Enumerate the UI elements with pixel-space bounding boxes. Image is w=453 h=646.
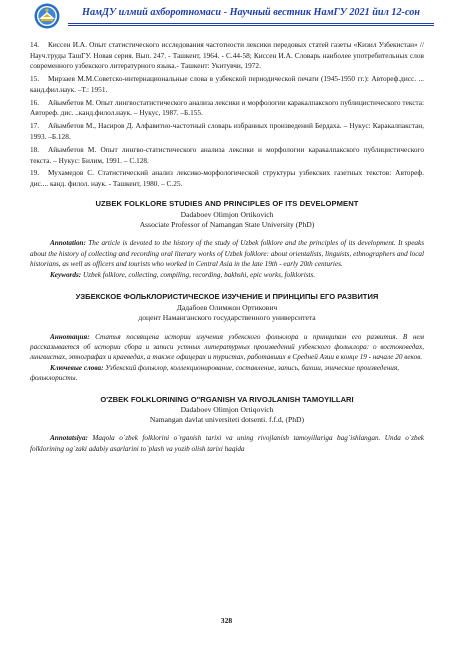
journal-header — [34, 3, 434, 29]
keywords-label: Keywords: — [50, 270, 82, 279]
keywords-label: Ключевые слова: — [50, 363, 104, 372]
abstract-text: Статья посвящена истории изучения узбекского фольклора и принципам его развития. В нем рассказывается об истории сбора и записи устных литературных произведений узбекского фольклора: о востоковедах, лингвистах, этнографах и краеведах, а также офицерах и туристах, работавших в Средней Азии в конце 19 - начале 20 веков. — [30, 332, 424, 362]
reference-list — [30, 40, 424, 190]
reference-number: 15. — [30, 74, 40, 84]
page-content — [30, 40, 424, 454]
author-affiliation: Namangan davlat universiteti dotsenti. f.f.d, (PhD) — [149, 414, 305, 424]
reference-item — [30, 168, 424, 189]
reference-number: 16. — [30, 97, 40, 107]
reference-text: Киссен И.А. Опыт статистического исследования частотности лексики передовых статей газеты «Кизил Узбекистан» // Науч.труды ТашГУ. Новая серия. Вып. 247. - Ташкент, 1964. - С.44-58; Киссен И.А. Словарь наиболее употребительных слов современного узбекского литературного языка.- Ташкент: Укитувчи, 1972. — [30, 40, 424, 71]
header-rule — [68, 25, 434, 26]
abstract — [30, 238, 424, 269]
section-title: УЗБЕКСКОЕ ФОЛЬКЛОРИСТИЧЕСКОЕ ИЗУЧЕНИЕ И ПРИНЦИПЫ ЕГО РАЗВИТИЯ — [75, 292, 379, 302]
abstract-text: Maqola o`zbek folklorini o`rganish tarixi va uning rivojlanish tamoyillariga bag`ishlangan. Unda o`zbek folklorining og`zaki adabiy asarlarini to`plash va yozib olish tarixi haqida — [30, 434, 424, 453]
reference-item — [30, 40, 424, 72]
reference-number: 18. — [30, 144, 40, 154]
abstract — [30, 433, 424, 454]
section-uzbek — [30, 395, 424, 455]
university-emblem-icon — [34, 3, 60, 29]
section-english — [30, 199, 424, 280]
reference-item — [30, 74, 424, 95]
page-number: 328 — [220, 616, 233, 625]
reference-item — [30, 121, 424, 142]
author-name: Dadaboev Olimjon Ortiqovich — [180, 404, 274, 414]
abstract-label: Annotatsiya: — [50, 434, 88, 443]
header-rule — [68, 23, 434, 24]
author-affiliation: доцент Наманганского государственного университета — [138, 313, 316, 323]
keywords — [30, 363, 424, 384]
keywords-text: Uzbek folklore, collecting, compiling, recording, bakhshi, epic works, folklorists. — [81, 270, 316, 279]
reference-text: Айымбетов М. Опыт лингво-статистического анализа лексики и морфологии каракалпакского публицистического текста. – Нукус: Билим, 1991. – С.128. — [30, 144, 424, 165]
section-title: UZBEK FOLKLORE STUDIES AND PRINCIPLES OF ITS DEVELOPMENT — [95, 198, 359, 208]
reference-text: Мухамедов С. Статистический анализ лексико-морфологической структуры узбекских газетных текстов: Автореф. дис.... канд. филол. наук. - Ташкент, 1980. – С.25. — [30, 168, 424, 189]
section-title: O'ZBEK FOLKLORINING O"RGANISH VA RIVOJLANISH TAMOYILLARI — [100, 394, 354, 404]
reference-text: Айымбетов М. Опыт лингвостатистического анализа лексики и морфологии каракалпакского публицистического текста: Автореф. дис. ..канд.филол.наук. – Нукус, 1987. –Б.155. — [30, 97, 424, 118]
abstract — [30, 332, 424, 363]
author-name: Dadaboev Olimjon Ortikovich — [180, 209, 274, 219]
reference-item — [30, 145, 424, 166]
keywords-text: Узбекский фольклор, коллекционирование, составление, запись, бахши, эпические произведения, фольклористы. — [30, 363, 400, 383]
author-name: Дадабоев Олимжон Ортикович — [176, 302, 278, 312]
section-russian — [30, 292, 424, 383]
reference-number: 17. — [30, 121, 40, 131]
abstract-text: The article is devoted to the history of the study of Uzbek folklore and the principles of its development. It speaks about the history of collecting and recording oral literary works of Uzbek folklore: about orientalists, linguists, ethnographers and local historians, as well as officers and tourists who worked in Central Asia in the late 19th - early 20th centuries. — [30, 239, 424, 269]
abstract-label: Annotation: — [50, 239, 86, 248]
reference-item — [30, 98, 424, 119]
keywords — [30, 270, 424, 280]
reference-number: 19. — [30, 168, 40, 178]
abstract-label: Аннотация: — [50, 332, 90, 341]
author-affiliation: Associate Professor of Namangan State University (PhD) — [139, 220, 315, 230]
reference-text: Айымбетов М., Насиров Д. Алфавитно-частотный словарь избранных произведений Бердаха. – Нукус: Каракалпакстан, 1993. –Б.128. — [30, 121, 424, 141]
reference-number: 14. — [30, 40, 40, 49]
journal-title: НамДУ илмий ахборотномаси - Научный вестник НамГУ 2021 йил 12-сон — [82, 7, 420, 18]
reference-text: Мирзаев М.М.Советско-интернациональные слова в узбекской периодической печати (1945-1950 гг.): Автореф.дисс. ... канд.фил.наук. –Т.: 1951. — [30, 74, 424, 94]
